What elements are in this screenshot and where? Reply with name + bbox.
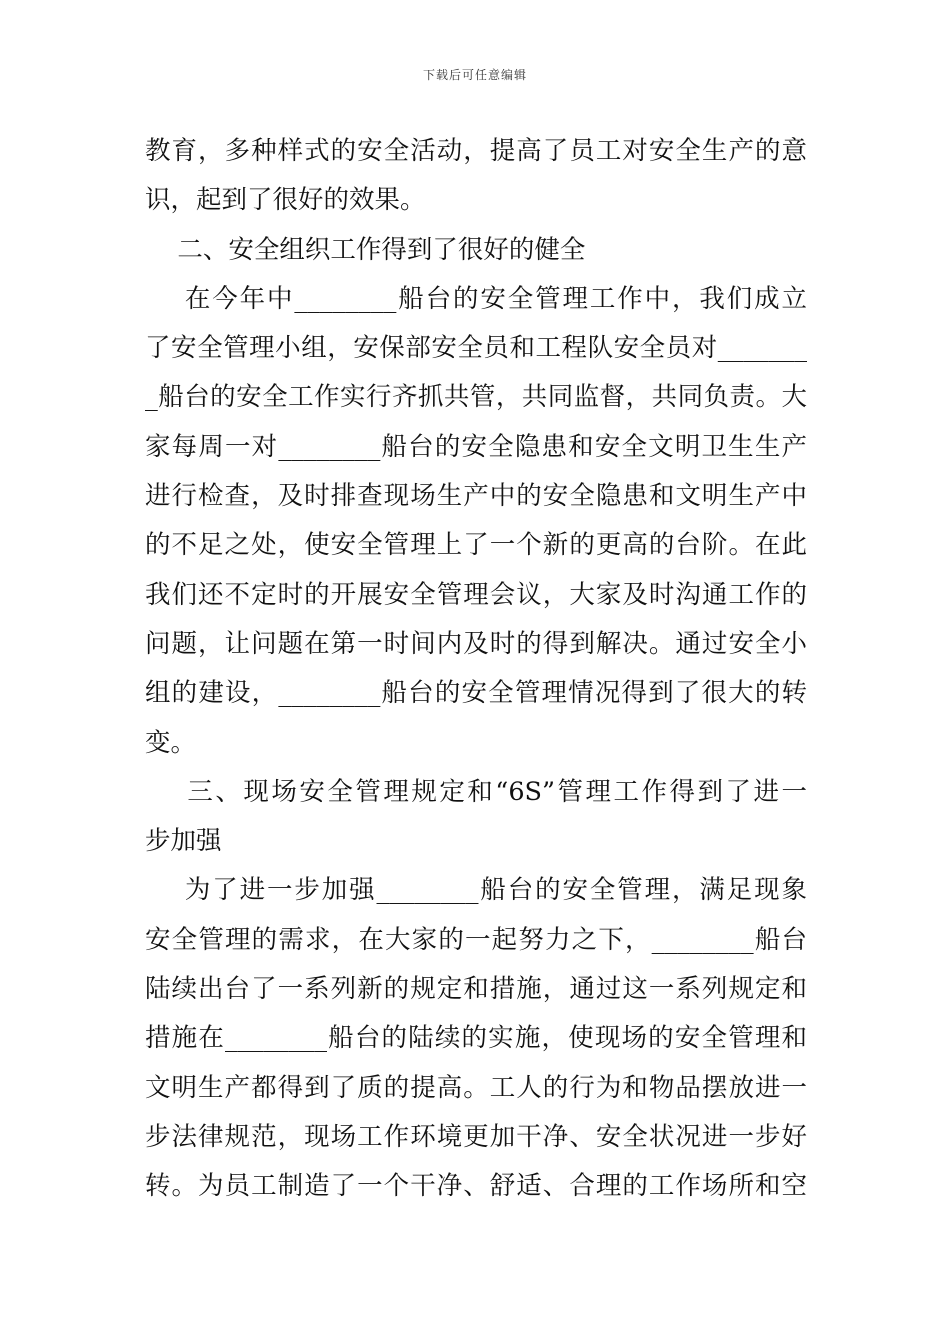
document-body xyxy=(145,127,807,1212)
text-line: 识，起到了很好的效果。 xyxy=(145,185,426,216)
text-line: 三、现场安全管理规定和“6S”管理工作得到了进一 xyxy=(145,776,807,807)
text-line: 问题，让问题在第一时间内及时的得到解决。通过安全小 xyxy=(145,628,807,659)
text-line: 进行检查，及时排查现场生产中的安全隐患和文明生产中 xyxy=(145,481,807,512)
text-line: 步加强 xyxy=(145,826,222,857)
text-line: 陆续出台了一系列新的规定和措施，通过这一系列规定和 xyxy=(145,974,807,1005)
text-line: 步法律规范，现场工作环境更加干净、安全状况进一步好 xyxy=(145,1121,807,1152)
text-line: 的不足之处，使安全管理上了一个新的更高的台阶。在此 xyxy=(145,530,807,561)
text-line: 安全管理的需求，在大家的一起努力之下，________船台 xyxy=(145,924,807,955)
text-line: 文明生产都得到了质的提高。工人的行为和物品摆放进一 xyxy=(145,1072,807,1103)
text-line: 教育，多种样式的安全活动，提高了员工对安全生产的意 xyxy=(145,136,807,166)
page-header-note: 下载后可任意编辑 xyxy=(422,68,527,82)
text-line: 措施在________船台的陆续的实施，使现场的安全管理和 xyxy=(145,1023,807,1054)
text-line: 组的建设，________船台的安全管理情况得到了很大的转 xyxy=(145,678,807,709)
text-line: 了安全管理小组，安保部安全员和工程队安全员对_______ xyxy=(145,333,807,364)
text-line: 家每周一对________船台的安全隐患和安全文明卫生生产 xyxy=(145,431,807,462)
text-line: _船台的安全工作实行齐抓共管，共同监督，共同负责。大 xyxy=(145,382,807,413)
text-line: 我们还不定时的开展安全管理会议，大家及时沟通工作的 xyxy=(145,579,807,610)
text-line: 转。为员工制造了一个干净、舒适、合理的工作场所和空 xyxy=(145,1171,807,1202)
text-line: 在今年中________船台的安全管理工作中，我们成立 xyxy=(145,283,807,314)
text-line: 二、安全组织工作得到了很好的健全 xyxy=(145,234,586,265)
text-line: 变。 xyxy=(145,727,197,758)
text-line: 为了进一步加强________船台的安全管理，满足现象 xyxy=(145,875,807,906)
